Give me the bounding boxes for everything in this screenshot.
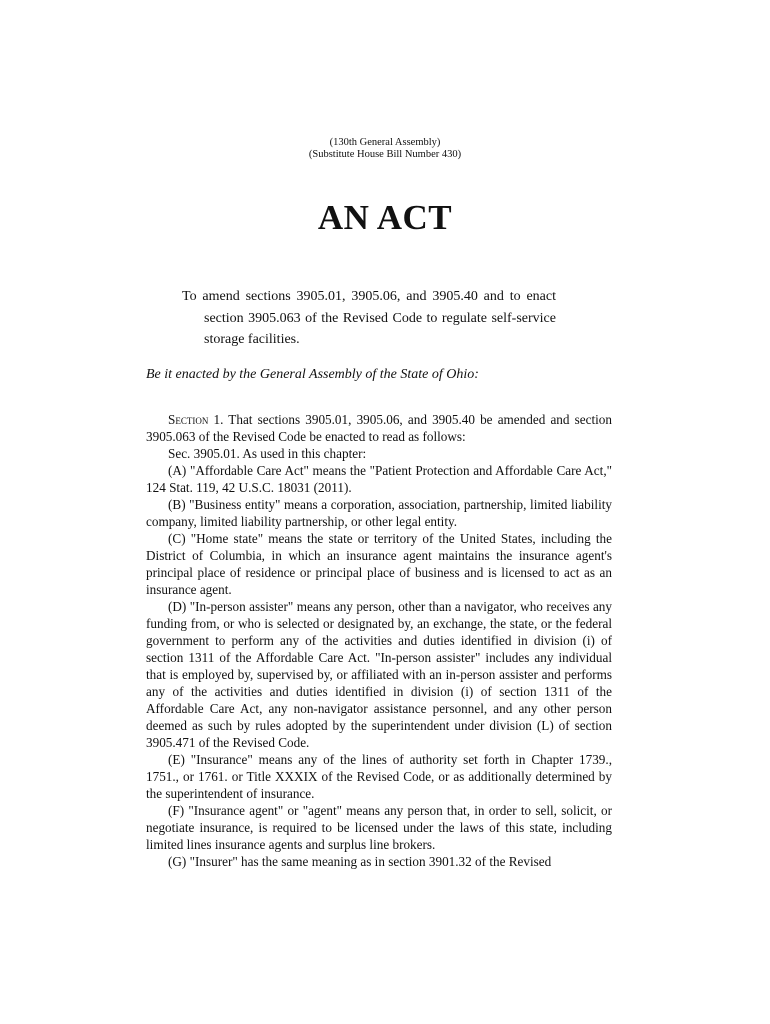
purpose-clause: To amend sections 3905.01, 3905.06, and 3905.40 and to enact section 3905.063 of the Revised Code to regulate self-service storage facilities. <box>182 289 556 347</box>
section-label: Section <box>168 412 209 427</box>
bill-number-line: (Substitute House Bill Number 430) <box>308 149 462 160</box>
definition-e: (E) "Insurance" means any of the lines of authority set forth in Chapter 1739., 1751., or 1761. or Title XXXIX of the Revised Code, or as additionally determined by the superintendent of insurance. <box>146 752 612 801</box>
definition-g: (G) "Insurer" has the same meaning as in section 3901.32 of the Revised <box>168 854 552 869</box>
section-1-text: 1. That sections 3905.01, 3905.06, and 3905.40 be amended and section 3905.063 of the Revised Code be enacted to read as follows: <box>146 412 612 444</box>
definition-a: (A) "Affordable Care Act" means the "Patient Protection and Affordable Care Act," 124 Stat. 119, 42 U.S.C. 18031 (2011). <box>146 463 612 495</box>
general-assembly-line: (130th General Assembly) <box>329 137 441 148</box>
definition-c: (C) "Home state" means the state or territory of the United States, including the District of Columbia, in which an insurance agent maintains the insurance agent's principal place of residence or principal place of business and is licensed to act as an insurance agent. <box>146 531 612 597</box>
section-1-paragraph <box>146 411 612 445</box>
enacting-clause: Be it enacted by the General Assembly of the State of Ohio: <box>146 367 479 382</box>
sec-3905-01-heading: Sec. 3905.01. As used in this chapter: <box>168 446 367 461</box>
act-title: AN ACT <box>317 198 453 237</box>
definition-d: (D) "In-person assister" means any person, other than a navigator, who receives any funding from, or who is selected or designated by, an exchange, the state, or the federal government to perform any of the activities and duties identified in division (i) of section 1311 of the Affordable Care Act. "In-person assister" includes any individual that is employed by, supervised by, or affiliated with an in-person assister and performs any of the activities and duties identified in division (i) of section 1311 of the Affordable Care Act, any non-navigator assistance personnel, and any other person deemed as such by rules adopted by the superintendent under division (L) of section 3905.471 of the Revised Code. <box>146 599 612 750</box>
assembly-header <box>0 137 770 161</box>
definition-f: (F) "Insurance agent" or "agent" means any person that, in order to sell, solicit, or negotiate insurance, is required to be licensed under the laws of this state, including limited lines insurance agents and surplus line brokers. <box>146 803 612 852</box>
act-body <box>146 411 612 870</box>
definition-b: (B) "Business entity" means a corporation, association, partnership, limited liability company, limited liability partnership, or other legal entity. <box>146 497 612 529</box>
